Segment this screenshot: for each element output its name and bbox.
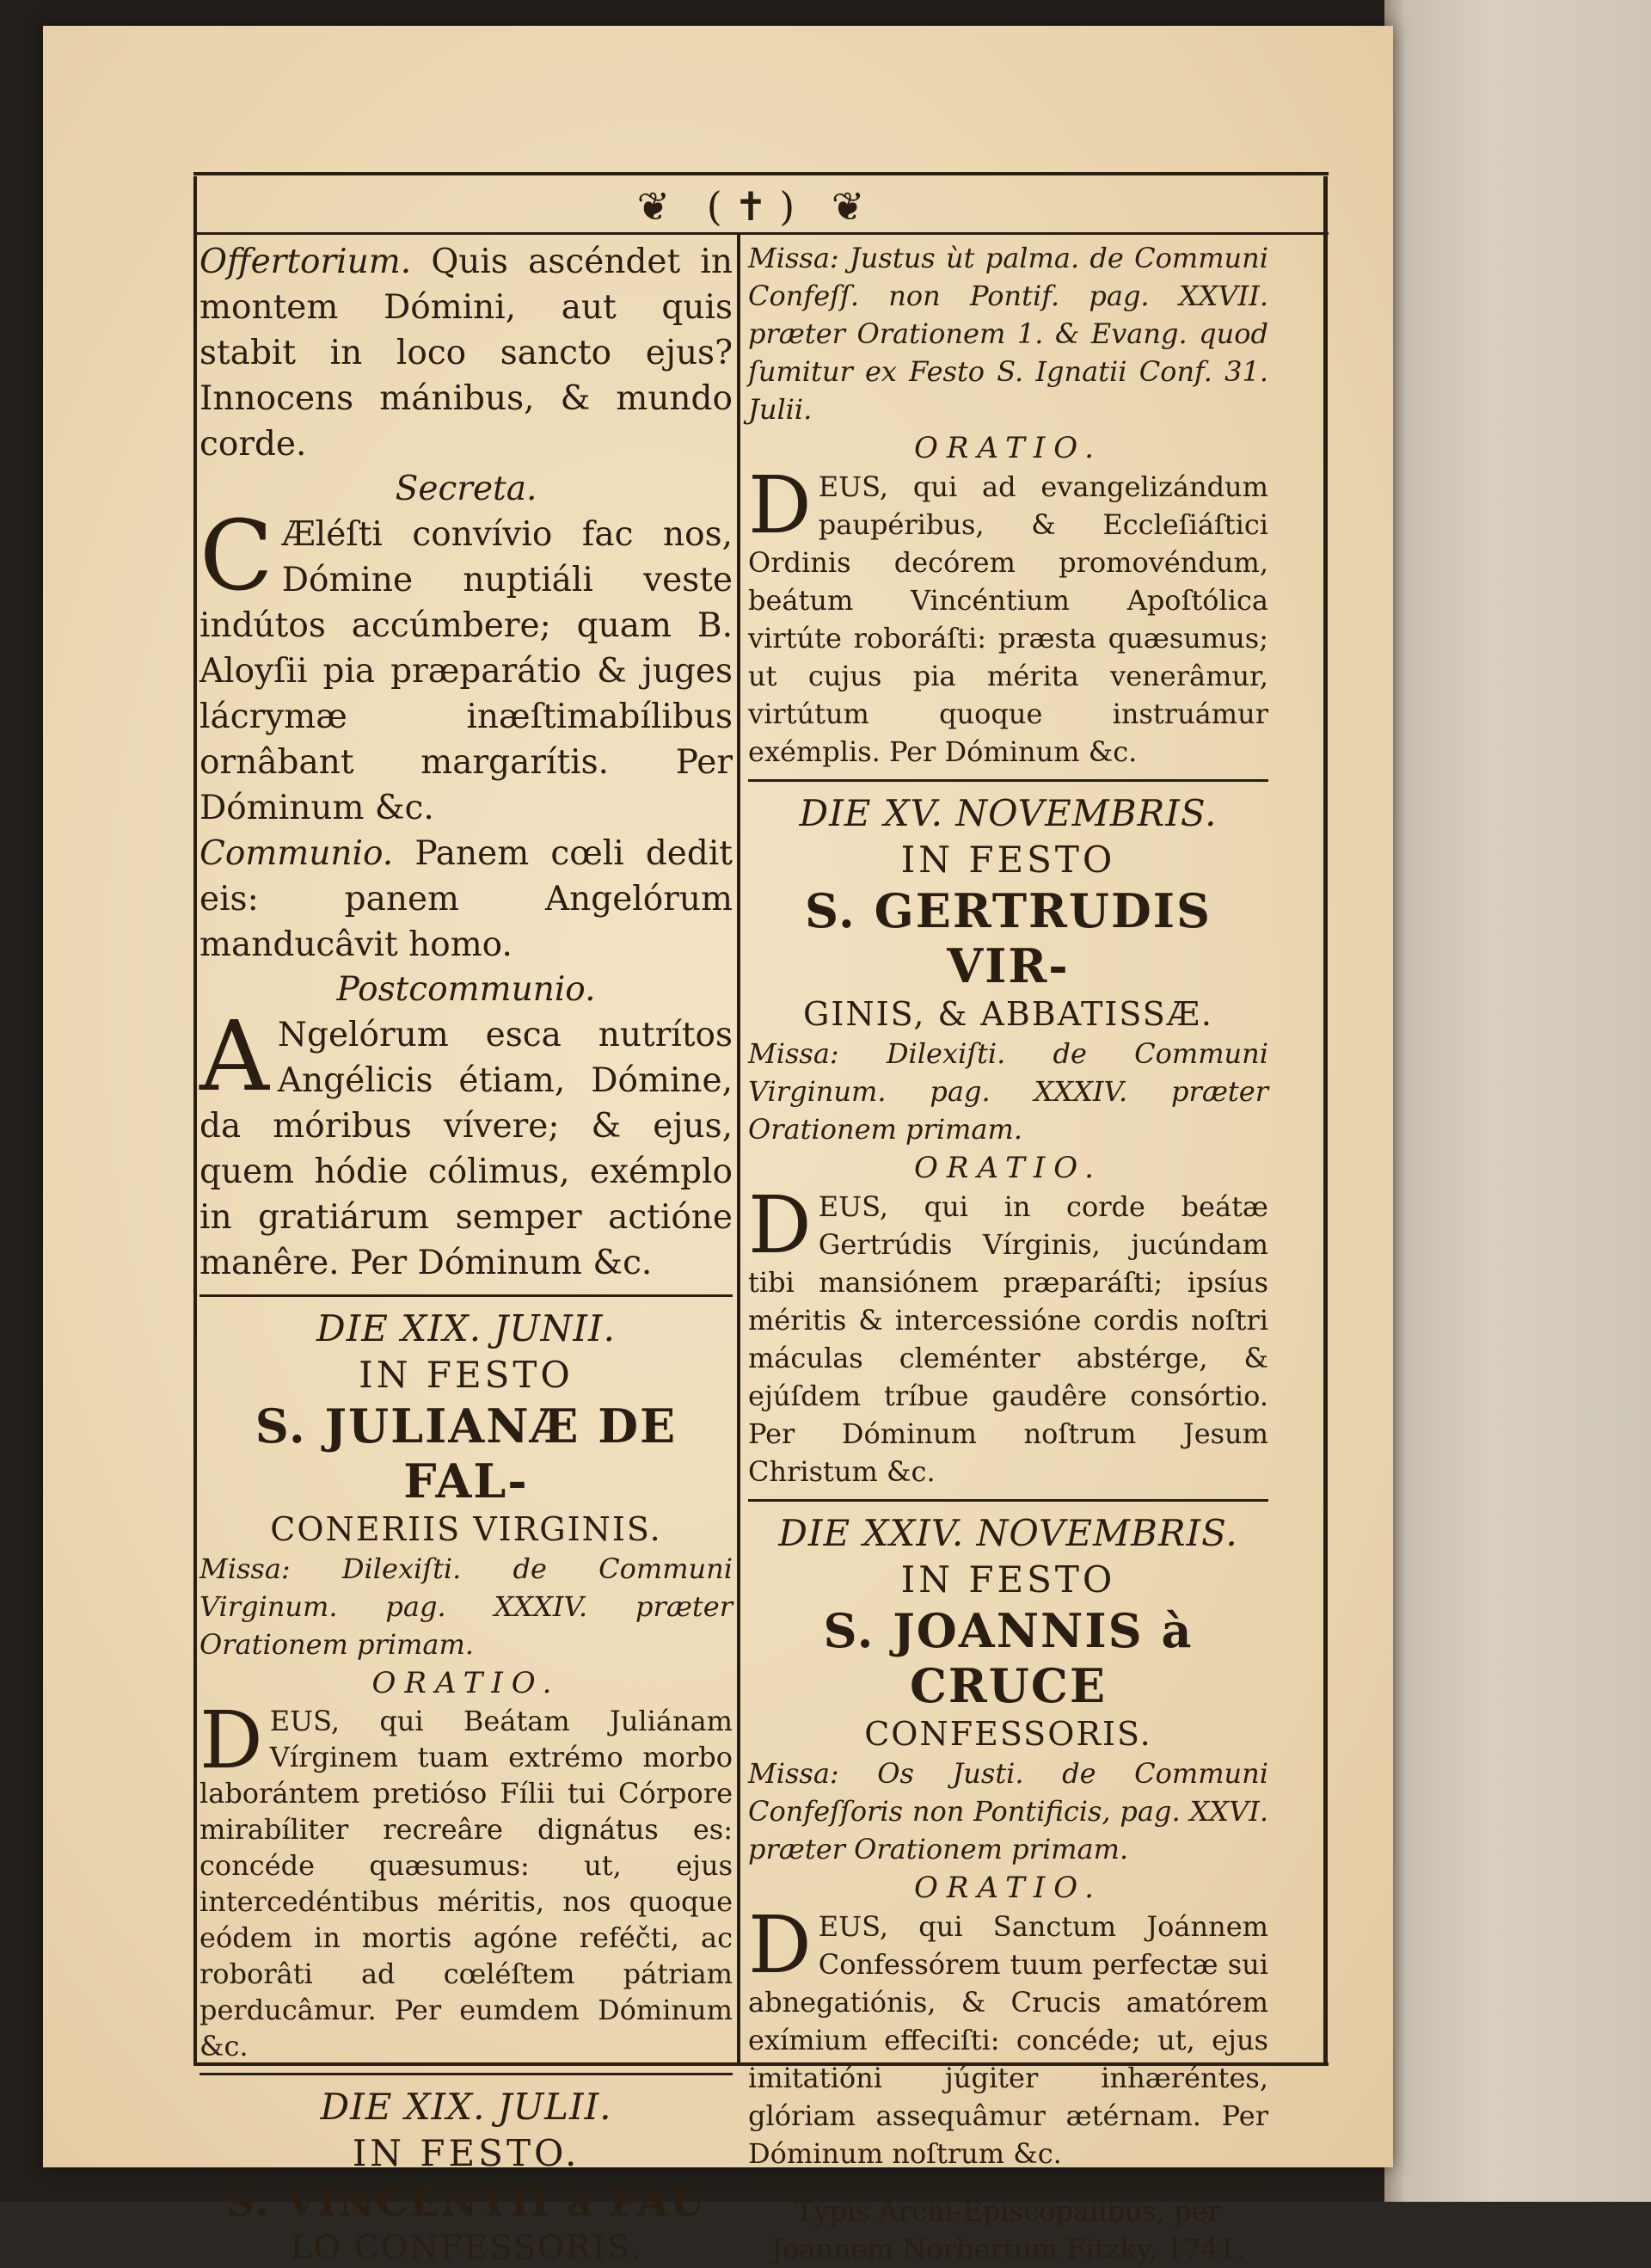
section-divider bbox=[748, 1499, 1268, 1502]
gertrudis-drop-initial: D bbox=[748, 1179, 812, 1271]
joannes-saint-name-line2: CONFESSORIS. bbox=[864, 1715, 1152, 1753]
vincentius-day-heading: DIE XIX. JULII. bbox=[320, 2086, 612, 2128]
juliana-saint-name-line2: CONERIIS VIRGINIS. bbox=[270, 1510, 662, 1548]
left-column bbox=[199, 239, 733, 2268]
secreta-text: Æléſti convívio fac nos, Dómine nuptiáli veste indútos accúmbere; quam B. Aloyſii pia præparátio & juges lácrymæ inæſtimabílibus ornâbant margarítis. Per Dóminum &c. bbox=[199, 515, 733, 827]
juliana-drop-initial: D bbox=[199, 1694, 263, 1786]
communio-label: Communio. bbox=[199, 834, 394, 873]
offertorium-paragraph bbox=[199, 239, 733, 467]
juliana-festo: IN FESTO bbox=[359, 1354, 574, 1396]
postcommunio-paragraph bbox=[199, 1001, 733, 1286]
postcommunio-drop-initial: A bbox=[199, 1001, 269, 1113]
juliana-missa: Missa: Dilexiſti. de Communi Virginum. pag. XXXIV. præter Orationem primam. bbox=[199, 1552, 733, 1661]
gertrudis-missa: Missa: Dilexiſti. de Communi Virginum. pag. XXXIV. præter Orationem primam. bbox=[748, 1037, 1268, 1146]
offertorium-text: Quis ascéndet in montem Dómini, aut quis stabit in loco sancto ejus? Innocens mánibus, & mundo corde. bbox=[199, 243, 733, 464]
joannes-oratio-paragraph bbox=[748, 1899, 1268, 2173]
gertrudis-festo: IN FESTO bbox=[900, 839, 1116, 881]
communio-paragraph bbox=[199, 831, 733, 968]
gertrudis-oratio-paragraph bbox=[748, 1179, 1268, 1490]
section-divider bbox=[199, 2073, 733, 2075]
juliana-oratio-text: EUS, qui Beátam Juliánam Vírginem tuam extrémo morbo laborántem pretióso Fílii tui Córpore mirabíliter recreâre dignátus es: concéde quæsumus: ut, ejus intercedéntibus méritis, nos quoque eódem in mortis agóne reféčti, ac roborâti ad cœléſtem pátriam perducâmur. Per eumdem Dóminum &c. bbox=[199, 1705, 733, 2062]
communio-text: Panem cœli dedit eis: panem Angelórum manducâvit homo. bbox=[199, 834, 733, 964]
joannes-festo: IN FESTO bbox=[900, 1558, 1116, 1601]
joannes-saint-name: S. JOANNIS à CRUCE bbox=[823, 1603, 1194, 1713]
gertrudis-oratio-heading: ORATIO. bbox=[914, 1151, 1102, 1185]
joannes-oratio-heading: ORATIO. bbox=[914, 1871, 1102, 1905]
juliana-saint-name: S. JULIANÆ DE FAL- bbox=[255, 1398, 678, 1509]
joannes-day-heading: DIE XXIV. NOVEMBRIS. bbox=[778, 1512, 1238, 1554]
gertrudis-day-heading: DIE XV. NOVEMBRIS. bbox=[799, 792, 1218, 834]
vincentius-oratio-paragraph bbox=[748, 459, 1268, 771]
top-rule bbox=[193, 172, 1329, 175]
vincentius-festo: IN FESTO. bbox=[352, 2132, 580, 2174]
secreta-drop-initial: C bbox=[199, 501, 273, 612]
facing-page-edge bbox=[1384, 0, 1651, 2202]
gertrudis-saint-name-line2: GINIS, & ABBATISSÆ. bbox=[803, 995, 1213, 1033]
juliana-oratio-paragraph bbox=[199, 1694, 733, 2064]
secreta-paragraph bbox=[199, 501, 733, 831]
secreta-heading: Secreta. bbox=[395, 470, 537, 508]
vincentius-oratio-text: EUS, qui ad evangelizándum paupéribus, & Eccleſiáſtici Ordinis decórem promovéndum, beátum Vincéntium Apoſtólica virtúte roboráſti: præsta quæsumus; ut cujus pia mérita venerâmur, virtútum quoque instruámur exémplis. Per Dóminum &c. bbox=[748, 470, 1268, 768]
joannes-oratio-text: EUS, qui Sanctum Joánnem Confessórem tuum perfectæ sui abnegatiónis, & Crucis amatórem exímium effeciſti: concéde; ut, ejus imitatióni júgiter inhæréntes, glóriam assequâmur ætérnam. Per Dóminum noſtrum &c. bbox=[748, 1910, 1268, 2170]
printer-imprint: Typis Archi-Episcopalibus, per Joannem Norbertum Fitzky, 1741. bbox=[771, 2195, 1245, 2265]
imprint-divider bbox=[748, 2181, 1268, 2184]
section-divider bbox=[199, 1294, 733, 1297]
joannes-missa: Missa: Os Justi. de Communi Confeſſoris non Pontificis, pag. XXVI. præter Orationem primam. bbox=[748, 1757, 1268, 1865]
vincentius-missa: Missa: Justus ùt palma. de Communi Confeſſ. non Pontif. pag. XXVII. præter Orationem 1. & Evang. quod ſumitur ex Festo S. Ignatii Conf. 31. Julii. bbox=[748, 242, 1268, 426]
header-ornament: ❦ (✝) ❦ bbox=[636, 183, 877, 230]
vincentius-saint-name: S. VINCENTII à PAU bbox=[225, 2179, 707, 2225]
postcommunio-text: Ngelórum esca nutrítos Angélicis étiam, Dómine, da móribus vívere; & ejus, quem hódie cólimus, exémplo in gratiárum semper actióne manêre. Per Dóminum &c. bbox=[199, 1016, 733, 1282]
postcommunio-heading: Postcommunio. bbox=[336, 970, 596, 1009]
juliana-day-heading: DIE XIX. JUNII. bbox=[316, 1307, 616, 1349]
vincentius-oratio-heading: ORATIO. bbox=[914, 431, 1102, 465]
joannes-drop-initial: D bbox=[748, 1899, 812, 1991]
right-column bbox=[748, 239, 1268, 2268]
juliana-oratio-heading: ORATIO. bbox=[371, 1666, 561, 1700]
vincentius-drop-initial: D bbox=[748, 459, 812, 551]
gertrudis-oratio-text: EUS, qui in corde beátæ Gertrúdis Vírginis, jucúndam tibi mansiónem præparáſti; ipsíus méritis & intercessióne cordis noſtri máculas cleménter abstérge, & ejúſdem tríbue gaudêre consórtio. Per Dóminum noſtrum Jesum Christum &c. bbox=[748, 1190, 1268, 1488]
gertrudis-saint-name: S. GERTRUDIS VIR- bbox=[804, 883, 1212, 993]
vincentius-saint-name-line2: LO CONFESSORIS. bbox=[290, 2228, 642, 2266]
section-divider bbox=[748, 779, 1268, 782]
offertorium-label: Offertorium. bbox=[199, 243, 412, 281]
